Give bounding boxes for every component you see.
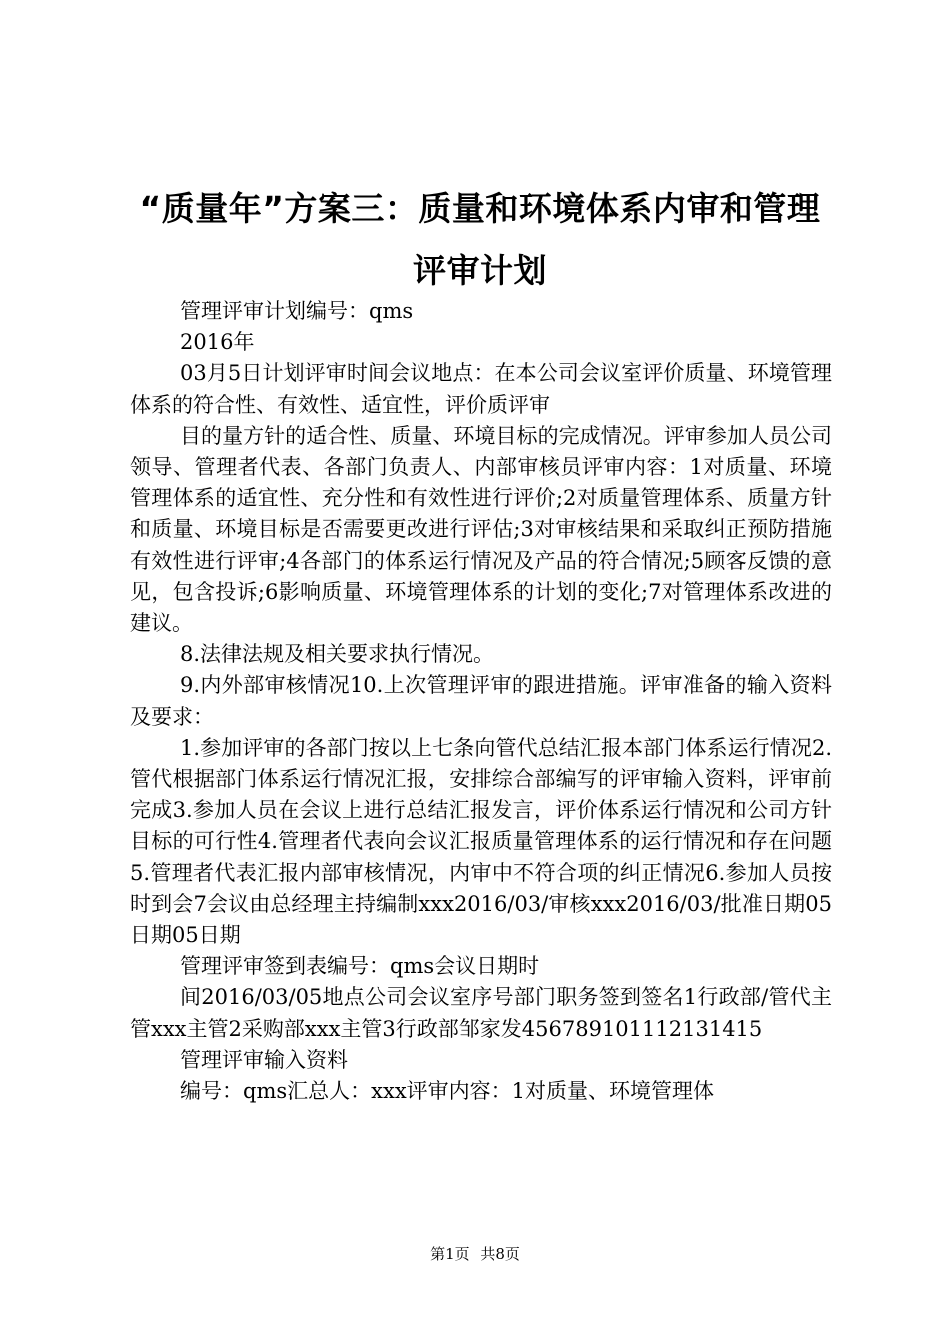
page-number: 第1页 (430, 1245, 470, 1263)
paragraph: 1.参加评审的各部门按以上七条向管代总结汇报本部门体系运行情况2.管代根据部门体系运行情况汇报，安排综合部编写的评审输入资料，评审前完成3.参加人员在会议上进行总结汇报发言，评价体系运行情况和公司方针目标的可行性4.管理者代表向会议汇报质量管理体系的运行情况和存在问题5.管理者代表汇报内部审核情况，内审中不符合项的纠正情况6.参加人员按时到会7会议由总经理主持编制xxx2016/03/审核xxx2016/03/批准日期05日期05日期 (130, 735, 832, 948)
paragraph: 间2016/03/05地点公司会议室序号部门职务签到签名1行政部/管代主管xxx主管2采购部xxx主管3行政部邹家发456789101112131415 (130, 985, 832, 1041)
paragraph: 管理评审签到表编号：qms会议日期时 (180, 954, 540, 979)
document-title: “质量年”方案三：质量和环境体系内审和管理评审计划 (139, 189, 821, 290)
paragraph: 编号：qms汇总人：xxx评审内容：1对质量、环境管理体 (180, 1079, 715, 1104)
paragraph: 管理评审计划编号：qms (180, 299, 414, 323)
paragraph: 2016年 (180, 330, 255, 355)
page-total: 共8页 (480, 1245, 520, 1263)
page-footer (0, 1244, 950, 1264)
paragraph: 目的量方针的适合性、质量、环境目标的完成情况。评审参加人员公司领导、管理者代表、各部门负责人、内部审核员评审内容：1对质量、环境管理体系的适宜性、充分性和有效性进行评价;2对质量管理体系、质量方针和质量、环境目标是否需要更改进行评估;3对审核结果和采取纠正预防措施有效性进行评审;4各部门的体系运行情况及产品的符合情况;5顾客反馈的意见，包含投诉;6影响质量、环境管理体系的计划的变化;7对管理体系改进的建议。 (130, 423, 832, 636)
paragraph: 管理评审输入资料 (180, 1047, 348, 1072)
paragraph: 8.法律法规及相关要求执行情况。 (180, 642, 495, 667)
paragraph: 03月5日计划评审时间会议地点：在本公司会议室评价质量、环境管理体系的符合性、有效性、适宜性，评价质评审 (130, 361, 832, 417)
paragraph: 9.内外部审核情况10.上次管理评审的跟进措施。评审准备的输入资料及要求： (130, 673, 832, 729)
document-body (130, 296, 832, 1107)
